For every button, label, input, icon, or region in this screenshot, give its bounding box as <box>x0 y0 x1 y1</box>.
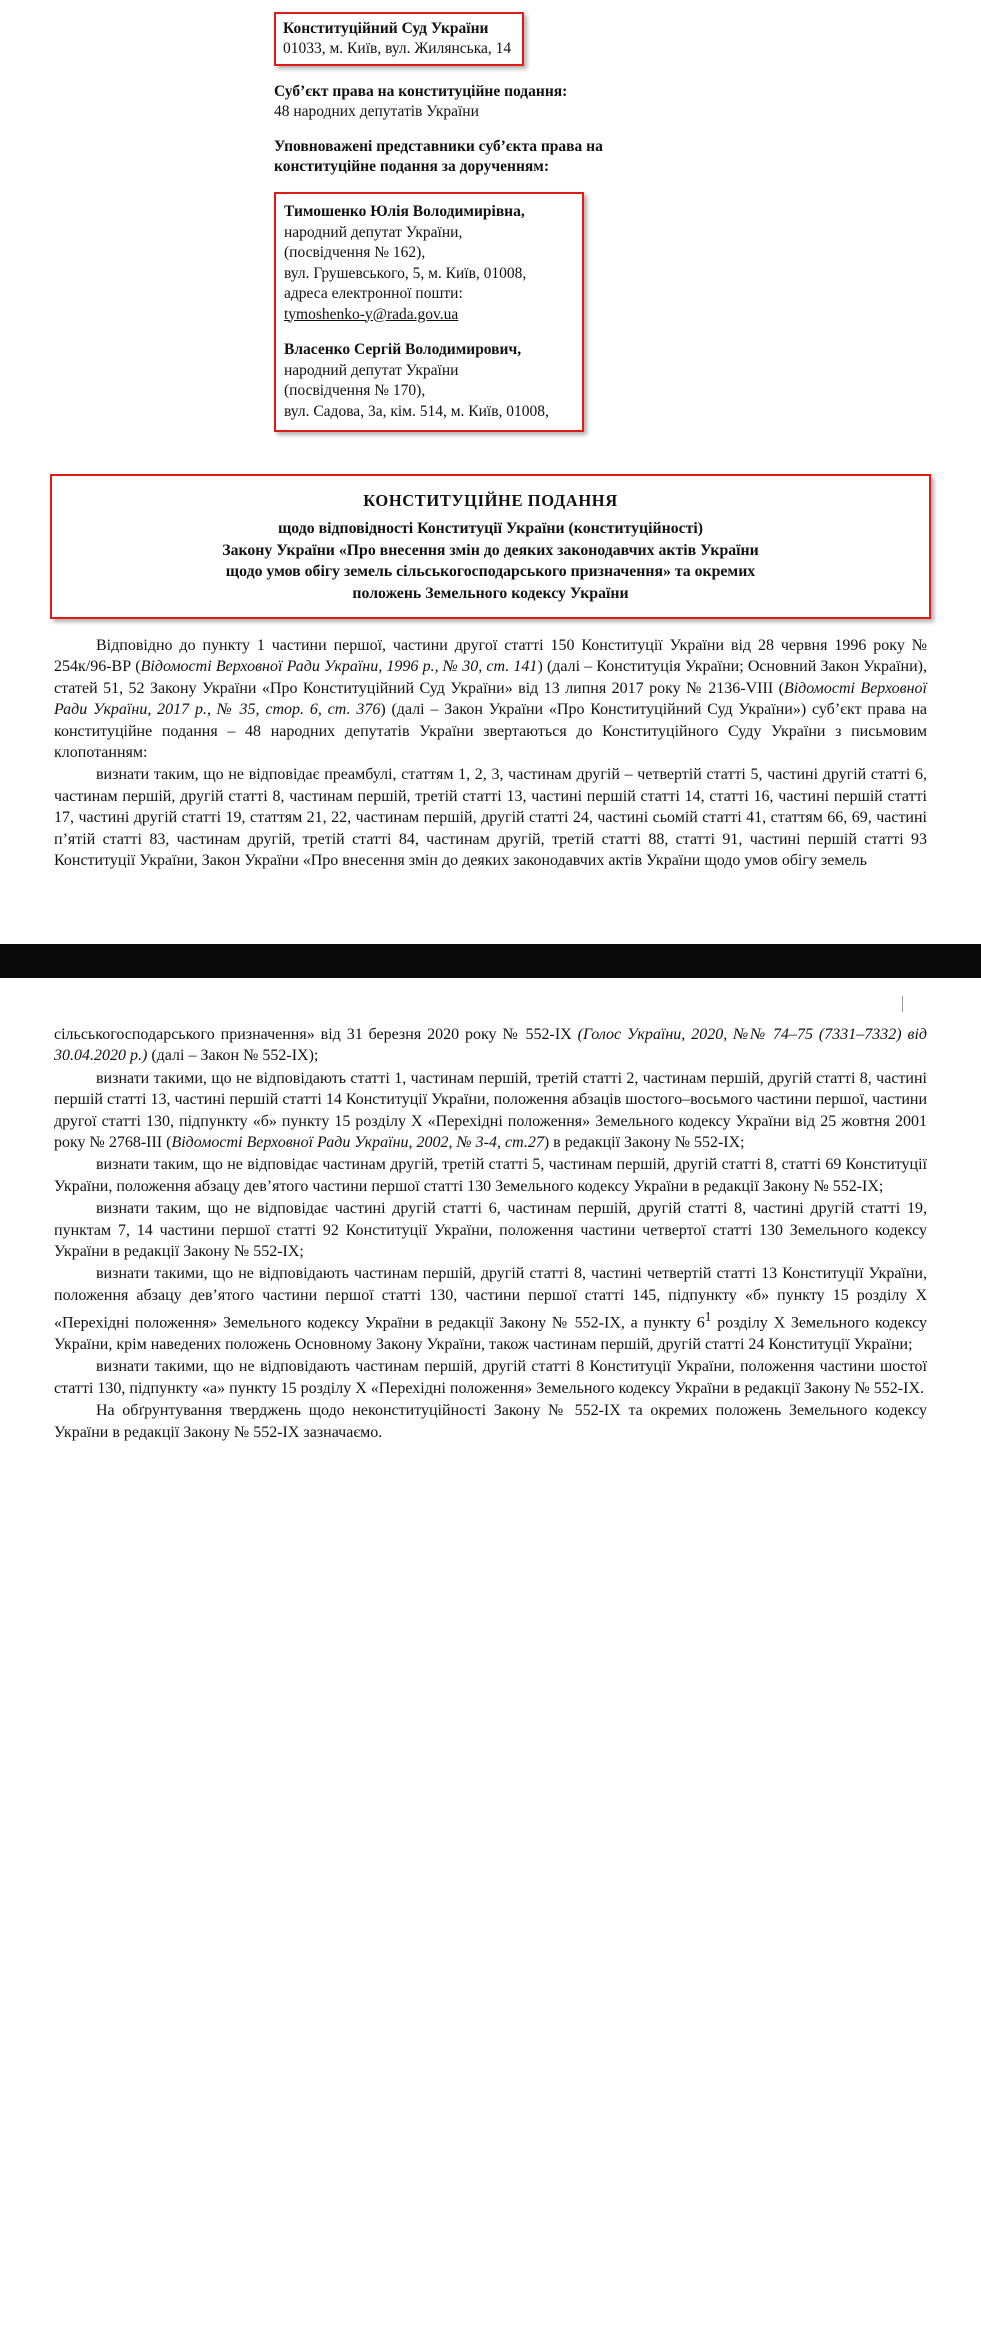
representative-entry <box>284 202 576 325</box>
title-highlight-box <box>50 474 931 619</box>
scan-edge-band <box>0 944 981 978</box>
body-paragraph: визнати такими, що не відповідають частинам першій, другій статті 8 Конституції України, положення частини шостої статті 130, підпункту «а» пункту 15 розділу Х «Перехідні положення» Земельного кодексу України в редакції Закону № 552-IX. <box>54 1358 927 1397</box>
body-paragraph: На обґрунтування тверджень щодо неконституційності Закону № 552-IX та окремих положень Земельного кодексу України в редакції Закону № 552-IX зазначаємо. <box>54 1402 927 1441</box>
subject-label: Суб’єкт права на конституційне подання: <box>274 83 568 100</box>
representatives-intro <box>274 137 935 177</box>
representative-role: народний депутат України <box>284 361 459 379</box>
paragraph-text-segment: визнати такими, що не відповідають частинам першій, другій статті 8, частині четвертій статті 13 Конституції України, положення абзацу дев’ятого частини першої статті 130, частини першої статті 145, підпункту «б» пункту 15 розділу Х «Перехідні положення» Земельного кодексу України в редакції Закону № 552-IX, а пункту 6 <box>54 1265 927 1332</box>
representative-entry <box>284 340 576 422</box>
paragraph-text-segment: ) (далі – Конституція України; Основний Закон України), статей 51, 52 Закону України «Про Конституційний Суд України» від 13 липня 2017 року № 2136-VIII ( <box>54 658 927 697</box>
representative-address: вул. Грушевського, 5, м. Київ, 01008, <box>284 264 527 282</box>
page-one-body <box>46 635 935 871</box>
addressee-highlight-box <box>274 12 524 66</box>
page-two-body <box>46 1024 935 1443</box>
representative-role: народний депутат України, <box>284 223 463 241</box>
document-subtitle-line: щодо умов обігу земель сільськогосподарського призначення» та окремих <box>225 563 756 580</box>
addressee-zone <box>46 12 935 432</box>
representatives-intro-line2: конституційне подання за дорученням: <box>274 158 549 175</box>
page-separator-whitespace <box>0 888 981 944</box>
paragraph-text-segment: сільськогосподарського призначення» від 31 березня 2020 року № 552-IX <box>54 1026 578 1043</box>
body-paragraph: визнати таким, що не відповідає преамбулі, статтям 1, 2, 3, частинам другій – четвертій статті 5, частині другій статті 6, частинам першій, другій статті 8, частинам першій, третій статті 13, частині першій статті 14, статті 16, частині першій статті 17, частині другій статті 19, статтям 21, 22, частинам першій, другій статті 24, частині сьомій статті 41, статтям 66, 69, частині п’ятій статті 83, частинам другій, третій статті 84, частинам другій, третій статті 88, статті 91, частині першій статті 93 Конституції України, Закон України «Про внесення змін до деяких законодавчих актів України щодо умов обігу земель <box>54 766 927 870</box>
representative-credential: (посвідчення № 162), <box>284 244 426 261</box>
paragraph-text-segment: ) в редакції Закону № 552-IX; <box>543 1134 745 1152</box>
document-subtitle-line: щодо відповідності Конституції України (конституційності) <box>277 520 704 537</box>
representative-email-label: адреса електронної пошти: <box>284 285 463 302</box>
paragraph-text-segment: визнати такими, що не відповідають статті 1, частинам першій, третій статті 2, частинам першій, другій статті 8, частині першій статті 13, частині першій статті 14 Конституції України, положення абзаців шостого–восьмого частини першої, частини другої статті 130, підпункту «б» пункту 15 розділу Х «Перехідні положення» Земельного кодексу України від 25 жовтня 2001 року № 2768-III ( <box>54 1069 927 1152</box>
paragraph-text-segment: (далі – Закон № 552-IX); <box>147 1047 319 1065</box>
document-subtitle-line: положень Земельного кодексу України <box>352 584 629 602</box>
representative-email-link[interactable]: tymoshenko-y@rada.gov.ua <box>284 305 459 323</box>
body-paragraph <box>54 1263 927 1355</box>
body-paragraph <box>54 1024 927 1067</box>
body-paragraph <box>54 1068 927 1154</box>
subject-value: 48 народних депутатів України <box>274 103 479 120</box>
body-paragraph: визнати таким, що не відповідає частинам другій, третій статті 5, частинам першій, другій статті 8, статті 69 Конституції України, положення абзацу дев’ятого частини першої статті 130 Земельного кодексу України в редакції Закону № 552-IX; <box>54 1156 927 1195</box>
court-address: 01033, м. Київ, вул. Жилянська, 14 <box>283 40 512 57</box>
representatives-highlight-box <box>274 192 584 432</box>
citation-reference: Відомості Верховної Ради України, 2002, № 3-4, ст.27 <box>171 1134 544 1152</box>
citation-reference: (Голос України, 2020, №№ 74–75 (7331–7332) від 30.04.2020 р.) <box>54 1026 927 1065</box>
document-page-two <box>0 978 981 1478</box>
citation-reference: Відомості Верховної Ради України, 1996 р., № 30, ст. 141 <box>140 658 538 676</box>
representative-address: вул. Садова, 3а, кім. 514, м. Київ, 01008, <box>284 402 549 420</box>
document-subtitle-line: Закону України «Про внесення змін до деяких законодавчих актів України <box>222 541 759 559</box>
body-paragraph <box>54 635 927 763</box>
body-paragraph: визнати таким, що не відповідає частині другій статті 6, частинам першій, другій статті 8, частині другій статті 19, пунктам 7, 14 частини першої статті 92 Конституції України, положення частини четвертої статті 130 Земельного кодексу України в редакції Закону № 552-IX; <box>54 1200 927 1261</box>
representative-name: Власенко Сергій Володимирович, <box>284 341 522 358</box>
citation-reference: Відомості Верховної Ради України, 2017 р., № 35, стор. 6, ст. 376 <box>54 679 928 719</box>
scan-artifact-mark <box>902 996 903 1012</box>
document-page-one <box>0 0 981 888</box>
paragraph-text-segment: Відповідно до пункту 1 частини першої, частини другої статті 150 Конституції України від 28 червня 1996 року № 254к/96-ВР ( <box>54 637 927 676</box>
representative-credential: (посвідчення № 170), <box>284 382 426 399</box>
court-name: Конституційний Суд України <box>283 20 489 37</box>
representatives-intro-line1: Уповноважені представники суб’єкта права на <box>274 138 603 155</box>
representative-name: Тимошенко Юлія Володимирівна, <box>284 203 525 220</box>
paragraph-text-segment: розділу Х Земельного кодексу України, крім наведених положень Основному Закону України, також частинам першій, другій статті 24 Конституції України; <box>54 1314 928 1354</box>
subject-block <box>274 82 935 122</box>
document-title: КОНСТИТУЦІЙНЕ ПОДАННЯ <box>363 491 618 510</box>
paragraph-text-segment: ) (далі – Закон України «Про Конституційний Суд України») суб’єкт права на конституційне подання – 48 народних депутатів України звертаються до Конституційного Суду України з письмовим клопотанням: <box>54 701 927 762</box>
superscript-marker: 1 <box>704 1309 712 1325</box>
